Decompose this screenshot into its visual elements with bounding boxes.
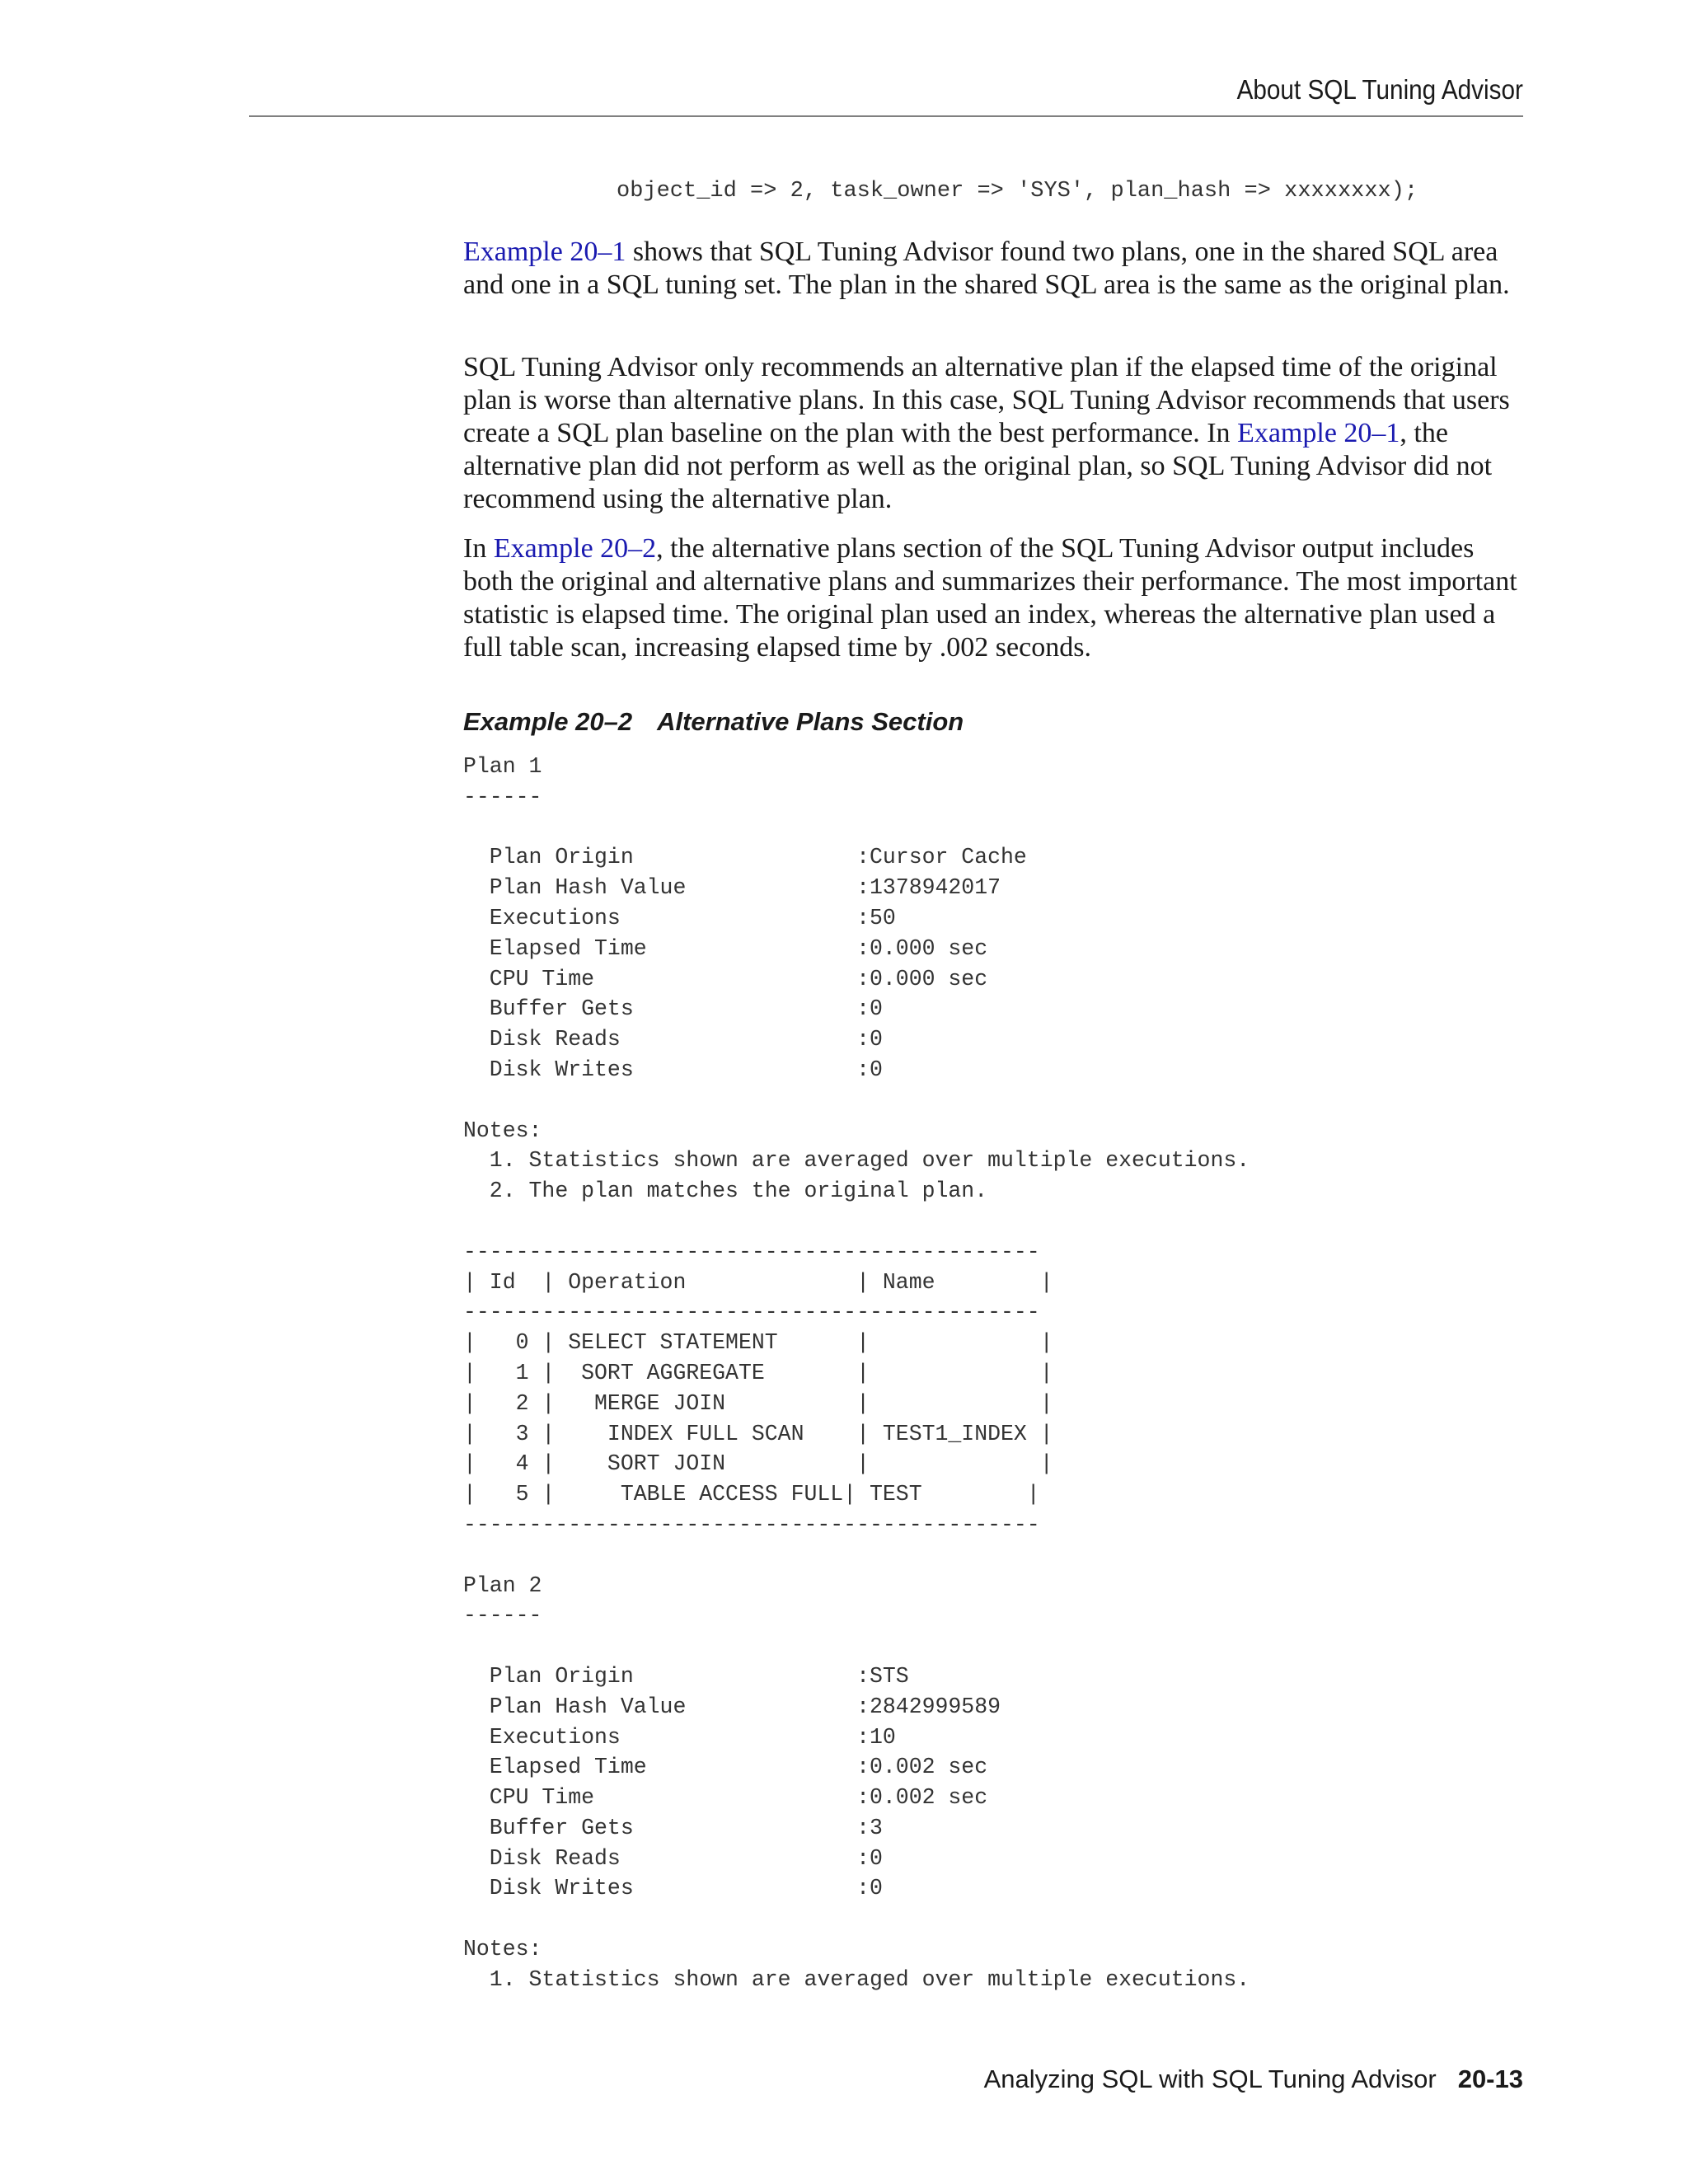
paragraph-text: , the alternative plans section of the SQL Tuning Advisor output includes both the original and alternative plans and summarizes their performance. The most important statistic is elapsed time. The original plan used an index, whereas the alternative plan used a full table scan, increasing elapsed time by .002 seconds. <box>463 533 1517 663</box>
paragraph-text: , the alternative plan did not perform as well as the original plan, so SQL Tuning Advisor did not recommend using the alternative plan. <box>463 418 1493 514</box>
example-caption <box>463 707 964 737</box>
example-code-block: Plan 1 ------ Plan Origin :Cursor Cache Plan Hash Value :1378942017 Executions :50 Elapsed Time :0.000 sec CPU Time :0.000 sec Buffer Gets :0 Disk Reads :0 Disk Writes :0 Notes: 1. Statistics shown are averaged over multiple executions. 2. The plan matches the original plan. -------------------------------------------- | Id | Operation | Name | -------------------------------------------- | 0 | SELECT STATEMENT | | | 1 | SORT AGGREGATE | | | 2 | MERGE JOIN | | | 3 | INDEX FULL SCAN | TEST1_INDEX | | 4 | SORT JOIN | | | 5 | TABLE ACCESS FULL| TEST | -------------------------------------------- Plan 2 ------ Plan Origin :STS Plan Hash Value :2842999589 Executions :10 Elapsed Time :0.002 sec CPU Time :0.002 sec Buffer Gets :3 Disk Reads :0 Disk Writes :0 Notes: 1. Statistics shown are averaged over multiple executions. <box>463 754 1250 1992</box>
page-footer <box>984 2064 1523 2094</box>
paragraph-text: SQL Tuning Advisor only recommends an alternative plan if the elapsed time of the original plan is worse than alternative plans. In this case, SQL Tuning Advisor recommends that users create a SQL plan baseline on the plan with the best performance. In <box>463 352 1510 448</box>
footer-chapter-title: Analyzing SQL with SQL Tuning Advisor <box>983 2064 1437 2093</box>
paragraph-2 <box>463 351 1526 516</box>
paragraph-text: shows that SQL Tuning Advisor found two plans, one in the shared SQL area and one in a SQL tuning set. The plan in the shared SQL area is the same as the original plan. <box>463 237 1510 300</box>
code-continuation: object_id => 2, task_owner => 'SYS', plan_hash => xxxxxxxx); <box>617 179 1418 204</box>
paragraph-text: In <box>463 533 494 564</box>
running-header-title: About SQL Tuning Advisor <box>1236 74 1523 105</box>
example-link[interactable]: Example 20–1 <box>1237 418 1400 448</box>
example-link[interactable]: Example 20–1 <box>463 237 626 267</box>
example-title: Alternative Plans Section <box>657 707 964 736</box>
paragraph-3 <box>463 532 1526 664</box>
paragraph-1 <box>463 236 1526 302</box>
example-number: Example 20–2 <box>463 707 633 736</box>
running-header <box>249 73 1523 117</box>
page-number: 20-13 <box>1457 2064 1523 2093</box>
example-link[interactable]: Example 20–2 <box>493 533 657 564</box>
